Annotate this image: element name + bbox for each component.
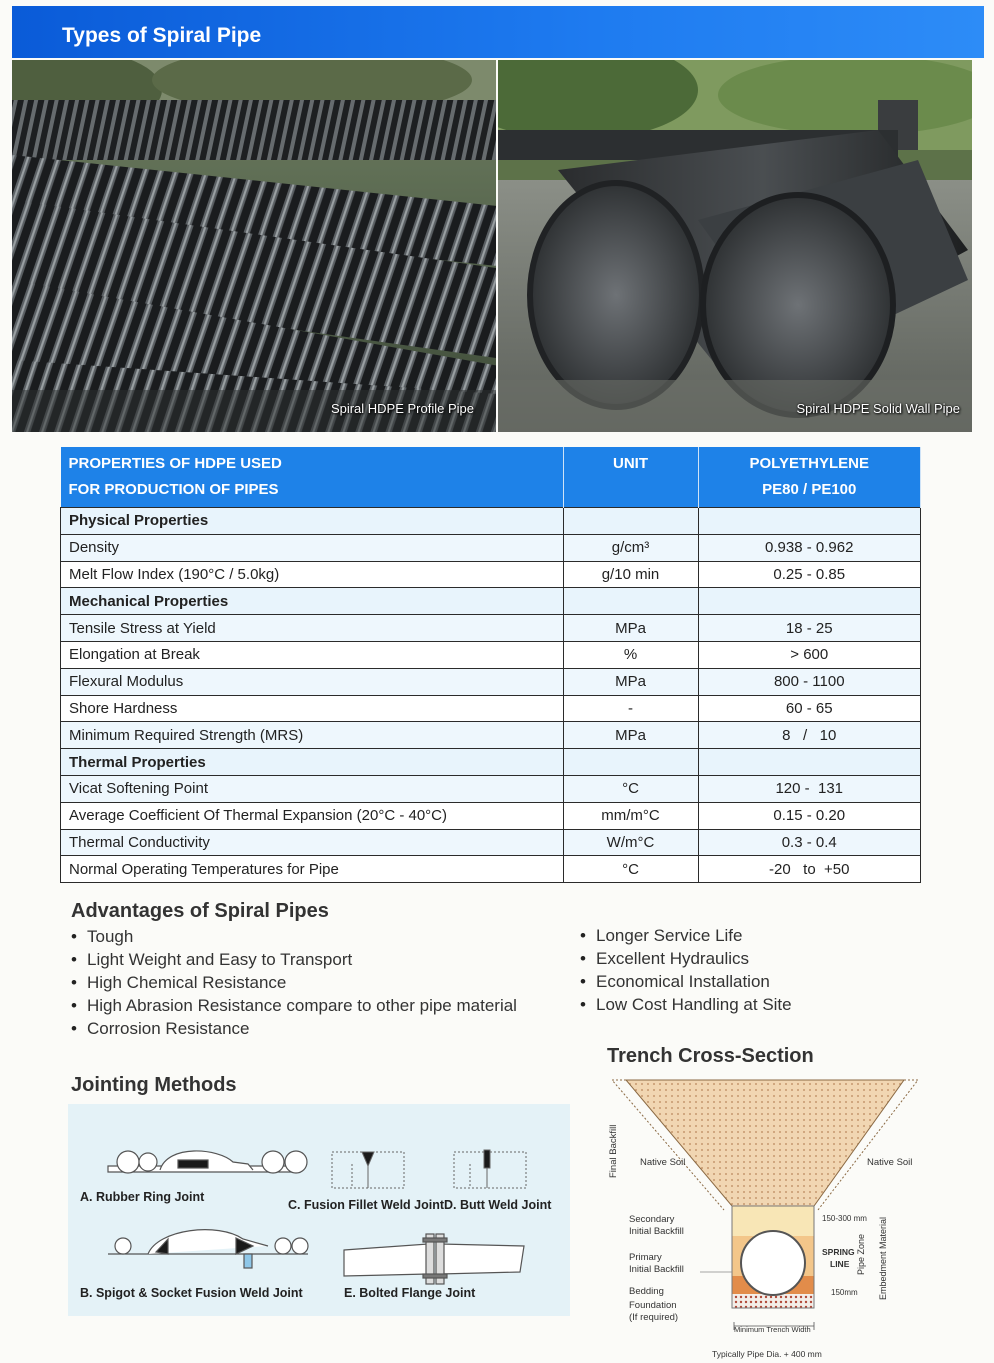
secondary-line1: Secondary <box>629 1214 675 1225</box>
label-minimum-trench-width: Minimum Trench Width <box>734 1325 811 1334</box>
row-value <box>698 508 921 535</box>
row-label: Flexural Modulus <box>61 668 564 695</box>
photo-profile-pipe <box>12 60 496 432</box>
list-item: • Excellent Hydraulics <box>580 947 792 970</box>
spring-line2: LINE <box>830 1259 850 1269</box>
row-label: Mechanical Properties <box>61 588 564 615</box>
list-item: • High Abrasion Resistance compare to other pipe material <box>71 994 517 1017</box>
row-unit <box>563 749 698 776</box>
header-polyethylene-line1: POLYETHYLENE <box>749 455 869 472</box>
header-properties-line2: FOR PRODUCTION OF PIPES <box>68 481 279 498</box>
label-primary-backfill <box>629 1252 684 1276</box>
header-unit: UNIT <box>563 447 698 508</box>
row-label: Physical Properties <box>61 508 564 535</box>
section-row-thermal <box>61 749 921 776</box>
caption-solid-wall-pipe: Spiral HDPE Solid Wall Pipe <box>796 401 960 416</box>
label-bolted-flange-joint: E. Bolted Flange Joint <box>344 1286 476 1300</box>
page-title: Types of Spiral Pipe <box>62 24 262 47</box>
properties-table <box>60 447 921 883</box>
advantages-list-left <box>71 925 517 1040</box>
label-bedding: Bedding <box>629 1286 664 1297</box>
caption-profile-pipe: Spiral HDPE Profile Pipe <box>330 401 474 416</box>
row-label: Elongation at Break <box>61 641 564 668</box>
label-secondary-backfill <box>629 1214 684 1238</box>
row-value: 0.25 - 0.85 <box>698 561 921 588</box>
section-row-physical <box>61 508 921 535</box>
trench-diagram <box>604 1070 994 1363</box>
table-header-row <box>61 447 921 508</box>
row-unit: g/cm³ <box>563 534 698 561</box>
advantages-list-right <box>580 924 792 1016</box>
foundation-line1: Foundation <box>629 1300 677 1311</box>
table-row <box>61 561 921 588</box>
table-row <box>61 802 921 829</box>
row-label: Thermal Properties <box>61 749 564 776</box>
row-value: 18 - 25 <box>698 615 921 642</box>
row-value: 0.938 - 0.962 <box>698 534 921 561</box>
photo-solid-wall-pipe <box>498 60 972 432</box>
primary-line2: Initial Backfill <box>629 1264 684 1275</box>
row-label: Melt Flow Index (190°C / 5.0kg) <box>61 561 564 588</box>
fusion-fillet-weld-diagram <box>332 1152 404 1188</box>
row-value: 60 - 65 <box>698 695 921 722</box>
row-label: Density <box>61 534 564 561</box>
row-value: 800 - 1100 <box>698 668 921 695</box>
secondary-line2: Initial Backfill <box>629 1226 684 1237</box>
table-row <box>61 856 921 883</box>
row-unit: MPa <box>563 668 698 695</box>
table-row <box>61 775 921 802</box>
label-spigot-socket-joint: B. Spigot & Socket Fusion Weld Joint <box>80 1286 303 1300</box>
table-row <box>61 722 921 749</box>
table-row <box>61 641 921 668</box>
table-row <box>61 615 921 642</box>
row-label: Tensile Stress at Yield <box>61 615 564 642</box>
row-label: Average Coefficient Of Thermal Expansion (20°C - 40°C) <box>61 802 564 829</box>
table-row <box>61 534 921 561</box>
row-value: 120 - 131 <box>698 775 921 802</box>
foundation-line2: (If required) <box>629 1312 679 1323</box>
label-pipe-zone: Pipe Zone <box>856 1233 866 1275</box>
row-unit: - <box>563 695 698 722</box>
row-value: 8 / 10 <box>698 722 921 749</box>
list-item: • Low Cost Handling at Site <box>580 993 792 1016</box>
row-value: -20 to +50 <box>698 856 921 883</box>
row-label: Normal Operating Temperatures for Pipe <box>61 856 564 883</box>
row-value: 0.15 - 0.20 <box>698 802 921 829</box>
advantages-title: Advantages of Spiral Pipes <box>71 900 329 922</box>
rubber-ring-joint-diagram <box>108 1151 307 1173</box>
label-bedding-depth: 150mm <box>831 1288 858 1297</box>
label-spring-line <box>822 1246 855 1270</box>
row-value <box>698 588 921 615</box>
primary-line1: Primary <box>629 1252 662 1263</box>
bolted-flange-diagram <box>344 1234 524 1284</box>
row-unit: % <box>563 641 698 668</box>
header-polyethylene <box>698 447 921 508</box>
trench-title: Trench Cross-Section <box>607 1045 814 1067</box>
spring-line1: SPRING <box>822 1247 855 1257</box>
table-row <box>61 668 921 695</box>
solid-wall-pipe-illustration <box>498 60 972 432</box>
label-native-soil-left: Native Soil <box>640 1157 686 1168</box>
row-label: Vicat Softening Point <box>61 775 564 802</box>
row-unit: mm/m°C <box>563 802 698 829</box>
header-properties <box>61 447 564 508</box>
jointing-diagram-panel <box>68 1104 570 1316</box>
table-row <box>61 695 921 722</box>
label-typical-width: Typically Pipe Dia. + 400 mm <box>712 1349 822 1359</box>
label-final-backfill: Final Backfill <box>608 1124 619 1178</box>
label-foundation <box>629 1300 678 1324</box>
header-polyethylene-line2: PE80 / PE100 <box>762 481 857 498</box>
row-unit: g/10 min <box>563 561 698 588</box>
label-butt-weld-joint: D. Butt Weld Joint <box>444 1198 552 1212</box>
row-label: Shore Hardness <box>61 695 564 722</box>
jointing-title: Jointing Methods <box>71 1074 237 1096</box>
list-item: • Light Weight and Easy to Transport <box>71 948 517 971</box>
butt-weld-diagram <box>454 1150 526 1188</box>
section-row-mechanical <box>61 588 921 615</box>
label-cover-depth: 150-300 mm <box>822 1214 867 1223</box>
header-properties-line1: PROPERTIES OF HDPE USED <box>68 455 282 472</box>
row-label: Thermal Conductivity <box>61 829 564 856</box>
row-unit: °C <box>563 775 698 802</box>
title-banner <box>12 6 984 58</box>
list-item: • Corrosion Resistance <box>71 1017 517 1040</box>
label-rubber-ring-joint: A. Rubber Ring Joint <box>80 1190 205 1204</box>
row-unit <box>563 588 698 615</box>
row-unit: MPa <box>563 722 698 749</box>
row-unit: °C <box>563 856 698 883</box>
label-native-soil-right: Native Soil <box>867 1157 913 1168</box>
row-unit: MPa <box>563 615 698 642</box>
spigot-socket-joint-diagram <box>108 1230 308 1268</box>
label-embedment-material: Embedment Material <box>878 1216 888 1300</box>
row-value: > 600 <box>698 641 921 668</box>
list-item: • Economical Installation <box>580 970 792 993</box>
row-unit <box>563 508 698 535</box>
row-value <box>698 749 921 776</box>
list-item: • High Chemical Resistance <box>71 971 517 994</box>
profile-pipe-illustration <box>12 60 496 432</box>
list-item: • Tough <box>71 925 517 948</box>
label-fusion-fillet-joint: C. Fusion Fillet Weld Joint <box>288 1198 445 1212</box>
table-row <box>61 829 921 856</box>
row-value: 0.3 - 0.4 <box>698 829 921 856</box>
row-unit: W/m°C <box>563 829 698 856</box>
row-label: Minimum Required Strength (MRS) <box>61 722 564 749</box>
list-item: • Longer Service Life <box>580 924 792 947</box>
